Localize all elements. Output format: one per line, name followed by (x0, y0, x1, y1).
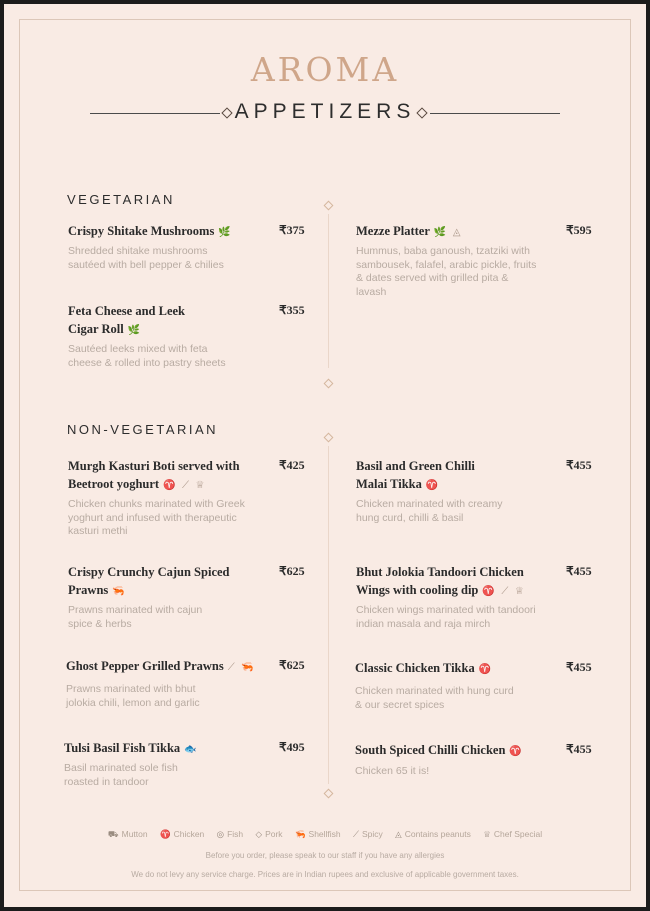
item-price: ₹595 (566, 223, 592, 237)
item-price: ₹455 (566, 660, 592, 674)
item-name: Crispy Crunchy Cajun Spiced Prawns (68, 565, 230, 597)
section-vegetarian: VEGETARIAN (67, 192, 175, 207)
item-name: Bhut Jolokia Tandoori Chicken Wings with cooling dip (356, 565, 524, 597)
item-description: Prawns marinated with bhut jolokia chili, lemon and garlic (66, 683, 200, 709)
menu-page (4, 4, 646, 907)
page-title: APPETIZERS (234, 100, 416, 123)
legend-peanuts: ◬ Contains peanuts (395, 829, 471, 839)
item-name: Mezze Platter (356, 224, 430, 238)
veg-icon: 🌿 (127, 325, 143, 336)
menu-item (68, 457, 273, 539)
veg-icon: 🌿 (218, 227, 233, 238)
fish-icon: ◎ (216, 829, 225, 839)
shellfish-icon: 🦐 (294, 829, 306, 839)
item-name: Feta Cheese and Leek Cigar Roll (68, 304, 185, 336)
item-description: Prawns marinated with cajun spice & herbs (68, 604, 203, 630)
legend-chicken: ♈ Chicken (159, 829, 205, 839)
menu-item (68, 222, 268, 272)
item-price: ₹425 (279, 458, 305, 472)
item-price: ₹355 (279, 303, 305, 317)
menu-item (356, 563, 568, 631)
item-price: ₹455 (566, 564, 592, 578)
column-divider (328, 214, 329, 368)
menu-item (68, 563, 273, 631)
section-non-vegetarian: NON-VEGETARIAN (67, 422, 219, 437)
legend-spicy: ⟋ Spicy (353, 829, 383, 839)
chicken-spicy-chef-icon: ♈ ⟋ ♕ (482, 586, 526, 597)
menu-item (64, 739, 274, 789)
menu-item (66, 657, 278, 710)
chicken-icon: ♈ (478, 664, 494, 675)
tax-note: We do not levy any service charge. Prices are in Indian rupees and exclusive of applicable government taxes. (131, 870, 519, 879)
legend-fish: ◎ Fish (216, 829, 244, 839)
column-divider (328, 446, 329, 784)
chicken-icon: ♈ (159, 829, 171, 839)
item-price: ₹455 (566, 458, 592, 472)
item-name: Murgh Kasturi Boti served with Beetroot yoghurt (68, 459, 240, 491)
item-name: Basil and Green Chilli Malai Tikka (356, 459, 475, 491)
item-description: Basil marinated sole fish roasted in tandoor (64, 762, 178, 788)
spicy-shellfish-icon: ⟋ 🦐 (227, 662, 256, 673)
chef-hat-icon: ♕ (483, 829, 491, 839)
fish-icon: 🐟 (184, 744, 199, 755)
menu-item (355, 659, 565, 712)
item-description: Chicken chunks marinated with Greek yoghurt and infused with therapeutic kasturi methi (68, 498, 245, 537)
menu-item (355, 741, 565, 779)
peanut-icon: ◬ (395, 829, 402, 839)
item-price: ₹375 (279, 223, 305, 237)
menu-item (68, 302, 268, 370)
shellfish-icon: 🦐 (112, 586, 127, 597)
item-name: Tulsi Basil Fish Tikka (64, 741, 181, 755)
item-description: Chicken wings marinated with tandoori indian masala and raja mirch (356, 604, 536, 630)
item-price: ₹625 (279, 658, 305, 672)
legend-mutton: ⛟ Mutton (107, 829, 148, 839)
item-description: Chicken marinated with creamy hung curd, chilli & basil (356, 498, 503, 524)
menu-item (356, 222, 566, 299)
chicken-icon: ♈ (425, 480, 441, 491)
legend-pork: ◇ Pork (255, 829, 283, 839)
item-price: ₹495 (279, 740, 305, 754)
legend-shellfish: 🦐 Shellfish (294, 829, 341, 839)
item-description: Sautéed leeks mixed with feta cheese & rolled into pastry sheets (68, 343, 226, 369)
item-name: Ghost Pepper Grilled Prawns (66, 659, 224, 673)
allergy-note: Before you order, please speak to our staff if you have any allergies (205, 851, 445, 860)
chicken-icon: ♈ (509, 746, 524, 757)
item-price: ₹625 (279, 564, 305, 578)
item-description: Shredded shitake mushrooms sautéed with bell pepper & chilies (68, 245, 224, 271)
menu-item (356, 457, 566, 525)
item-name: Classic Chicken Tikka (355, 661, 475, 675)
item-name: Crispy Shitake Mushrooms (68, 224, 215, 238)
title-rule-right (430, 113, 560, 114)
mutton-icon: ⛟ (107, 829, 119, 839)
item-description: Hummus, baba ganoush, tzatziki with sambousek, falafel, arabic pickle, fruits & dates served with grilled pita & lavash (356, 245, 537, 298)
pork-icon: ◇ (255, 829, 263, 839)
brand-title: AROMA (250, 50, 400, 89)
chicken-spicy-chef-icon: ♈ ⟋ ♕ (163, 480, 207, 491)
item-description: Chicken marinated with hung curd & our secret spices (355, 685, 514, 711)
item-name: South Spiced Chilli Chicken (355, 743, 506, 757)
chili-icon: ⟋ (353, 829, 359, 839)
veg-peanut-icon: 🌿 ◬ (433, 227, 463, 238)
item-price: ₹455 (566, 742, 592, 756)
item-description: Chicken 65 it is! (355, 765, 430, 777)
legend-chef-special: ♕ Chef Special (483, 829, 543, 839)
icon-legend (4, 829, 646, 841)
